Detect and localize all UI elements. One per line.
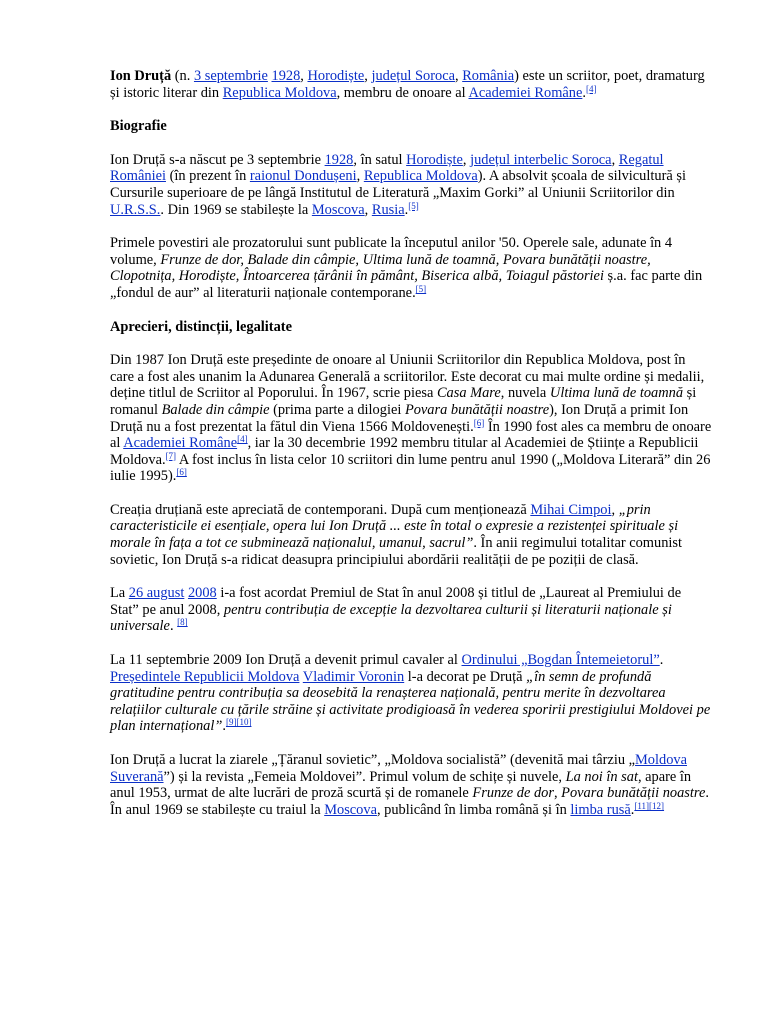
text: , publicând în limba română și în — [376, 801, 571, 818]
reference-link[interactable]: [4] — [237, 434, 248, 445]
text: , apare în anul 1953, urmat de alte lucrări de proză scurtă și de romanele — [110, 768, 692, 802]
link-year[interactable]: 1928 — [324, 151, 354, 168]
text: A fost inclus în lista celor 10 scriitori din lume pentru anul 1990 („Moldova Literară” din 26 iulie 1995). — [110, 451, 711, 485]
work-title: Casa Mare — [436, 385, 501, 402]
link-moscova[interactable]: Moscova — [311, 201, 365, 218]
text: . — [630, 801, 635, 818]
text: . În anii regimului totalitar comunist sovietic, Ion Druță s-a ridicat deasupra principiului abordării realității de pe poziții de clasă. — [110, 535, 682, 568]
reference-link[interactable]: [10] — [236, 717, 252, 728]
link-horodiste[interactable]: Horodiște — [406, 151, 463, 168]
link-urss[interactable]: U.R.S.S. — [110, 201, 161, 218]
text: , — [611, 501, 619, 518]
text: și romanul — [110, 385, 697, 418]
reference-link[interactable]: [9] — [225, 717, 237, 728]
aprecieri-paragraph-1 — [110, 352, 712, 485]
text: l-a decorat pe Druță — [404, 668, 527, 685]
link-ordinul-bogdan[interactable]: Ordinului „Bogdan Întemeietorul” — [461, 652, 660, 669]
reference-link[interactable]: [8] — [177, 617, 188, 628]
link-academiei-romane[interactable]: Academiei Române — [123, 435, 238, 452]
link-academiei-romane[interactable]: Academiei Române — [468, 84, 583, 101]
intro-paragraph: Ion Druță (n. 3 septembrie 1928, Horodiște, județul Soroca, România) este un scriitor, poet, dramaturg și istoric literar din Republica Moldova, membru de onoare al Academiei Române.[4] — [110, 68, 705, 101]
aprecieri-paragraph-2 — [110, 502, 712, 568]
text: (în prezent în — [165, 168, 250, 185]
link-limba-rusa[interactable]: limba rusă — [570, 801, 631, 818]
link-vladimir-voronin[interactable]: Vladimir Voronin — [302, 668, 405, 685]
text: În 1990 fost ales ca membru de onoare al — [110, 418, 712, 452]
text: . — [404, 201, 409, 218]
text: ș.a. fac parte din „fondul de aur” al literaturii naționale contemporane. — [110, 268, 703, 301]
link-26-august[interactable]: 26 august — [128, 585, 185, 602]
text: . — [169, 618, 178, 635]
text: . — [222, 718, 226, 735]
link-moscova[interactable]: Moscova — [324, 801, 377, 818]
text: ). A absolvit școala de silvicultură și Cursurile superioare de pe lângă Institutul de Literatură „Maxim Gorki” al Uniunii Scriitorilor din — [110, 168, 686, 201]
text: i-a fost acordat Premiul de Stat în anul 2008 și titlul de „Laureat al Premiului de Stat” pe anul 2008, — [110, 585, 682, 618]
reference-link[interactable]: [11] — [634, 800, 650, 811]
text: , iar la 30 decembrie 1992 membru titular al Academiei de Științe a Republicii Moldova. — [110, 435, 699, 468]
reference-link[interactable]: [4] — [585, 83, 597, 94]
work-title: Povara bunătății noastre — [404, 401, 550, 418]
text: , — [462, 151, 471, 168]
link-romania[interactable]: România — [462, 68, 515, 84]
reference-link[interactable]: [5] — [415, 283, 427, 294]
work-title: Ultima lună de toamnă — [549, 385, 684, 402]
section-heading-biografie: Biografie — [110, 118, 167, 135]
link-horodiste[interactable]: Horodiște — [307, 68, 365, 84]
work-title: Balade din câmpie — [161, 401, 270, 418]
award-reason: pentru contribuția de excepție la dezvoltarea culturii și literaturii naționale și universale — [110, 601, 672, 635]
link-republica-moldova[interactable]: Republica Moldova — [222, 84, 337, 101]
text: Creația druțiană este apreciată de contemporani. După cum menționează — [110, 501, 531, 518]
text: Din 1987 Ion Druță este președinte de onoare al Uniunii Scriitorilor din Republica Moldova, post în care a fost ales unanim la Adunarea Generală a scriitorilor. Este decorat cu mai multe ordine și medalii, deține titlul de Scriitor al Poporului. În 1967, scrie piesa — [110, 352, 705, 402]
reference-link[interactable]: [6] — [176, 467, 187, 478]
text: (prima parte a dilogiei — [269, 401, 405, 418]
text: , în satul — [353, 151, 407, 168]
link-presedintele[interactable]: Președintele Republicii Moldova — [110, 668, 300, 685]
works-list: Frunze de dor, Balade din câmpie, Ultima lună de toamnă, Povara bunătății noastre, Clopotnița, Horodiște, Întoarcerea țărânii în pământ, Biserica albă, Toiagul păstoriei — [110, 251, 651, 285]
text: Ion Druță a lucrat la ziarele „Țăranul sovietic”, „Moldova socialistă” (devenită mai târziu „ — [110, 752, 636, 768]
aprecieri-paragraph-3 — [110, 585, 712, 635]
text: Ion Druță s-a născut pe 3 septembrie — [110, 151, 325, 168]
link-birth-year[interactable]: 1928 — [271, 68, 301, 84]
reference-link[interactable]: [7] — [165, 450, 177, 461]
link-raionul-donduseni[interactable]: raionul Dondușeni — [249, 168, 357, 185]
aprecieri-paragraph-4 — [110, 652, 712, 735]
text: , — [611, 151, 619, 168]
article-body — [110, 68, 712, 835]
link-birth-date[interactable]: 3 septembrie — [193, 68, 268, 84]
biography-paragraph-1 — [110, 152, 712, 218]
text: , — [553, 785, 562, 802]
link-judetul-soroca[interactable]: județul Soroca — [371, 68, 455, 84]
text: , — [364, 201, 372, 218]
decoration-quote: „în semn de profundă gratitudine pentru contribuția sa deosebită la renașterea națională, pentru merite în dezvoltarea relațiilor culturale cu țările străine și activitate prodigioasă în vederea sporirii prestigiului Moldovei pe plan internațional” — [110, 668, 711, 735]
text: . — [659, 652, 664, 669]
text: ”) și la revista „Femeia Moldovei”. Primul volum de schițe și nuvele, — [163, 768, 566, 785]
link-judetul-interbelic[interactable]: județul interbelic Soroca — [470, 151, 612, 168]
text: , membru de onoare al — [336, 84, 469, 101]
text: Primele povestiri ale prozatorului sunt publicate la începutul anilor '50. Operele sale, adunate în 4 volume, — [110, 235, 673, 268]
section-heading-aprecieri: Aprecieri, distincții, legalitate — [110, 318, 292, 335]
reference-link[interactable]: [12] — [649, 800, 665, 811]
link-rusia[interactable]: Rusia — [371, 201, 405, 218]
aprecieri-paragraph-5 — [110, 752, 712, 818]
reference-link[interactable]: [6] — [473, 417, 485, 428]
text: . În anul 1969 se stabilește cu traiul la — [110, 785, 709, 818]
work-title: La noi în sat — [565, 768, 638, 785]
text: . — [582, 84, 586, 101]
link-2008[interactable]: 2008 — [187, 585, 217, 602]
link-mihai-cimpoi[interactable]: Mihai Cimpoi — [530, 501, 612, 518]
text: La 11 septembrie 2009 Ion Druță a devenit primul cavaler al — [110, 652, 462, 669]
biography-paragraph-2 — [110, 235, 712, 301]
link-moldova-suverana[interactable]: Moldova Suverană — [110, 752, 687, 785]
text: La — [110, 585, 129, 602]
link-regatul-romaniei[interactable]: Regatul României — [110, 151, 664, 185]
link-republica-moldova[interactable]: Republica Moldova — [363, 168, 478, 185]
text: ) este un scriitor, poet, dramaturg și istoric literar din — [110, 68, 705, 101]
cimpoi-quote: „prin caracteristicile ei esențiale, opera lui Ion Druță ... este în total o expresie a rezistenței spirituale și morale în fața a tot ce subminează naționalul, umanul, sacrul” — [110, 501, 679, 552]
work-title: Frunze de dor — [472, 785, 554, 802]
text: , — [356, 168, 364, 185]
work-title: Povara bunătății noastre — [561, 785, 706, 802]
text: ), Ion Druță a primit Ion Druță nu a fost prezentat la fătul din Viena 1566 Moldovenești. — [110, 401, 689, 435]
text: , nuvela — [500, 385, 550, 402]
article-subject-name: Ion Druță — [110, 68, 172, 84]
reference-link[interactable]: [5] — [408, 200, 419, 211]
text: . Din 1969 se stabilește la — [160, 201, 312, 218]
text: (n. — [171, 68, 194, 84]
